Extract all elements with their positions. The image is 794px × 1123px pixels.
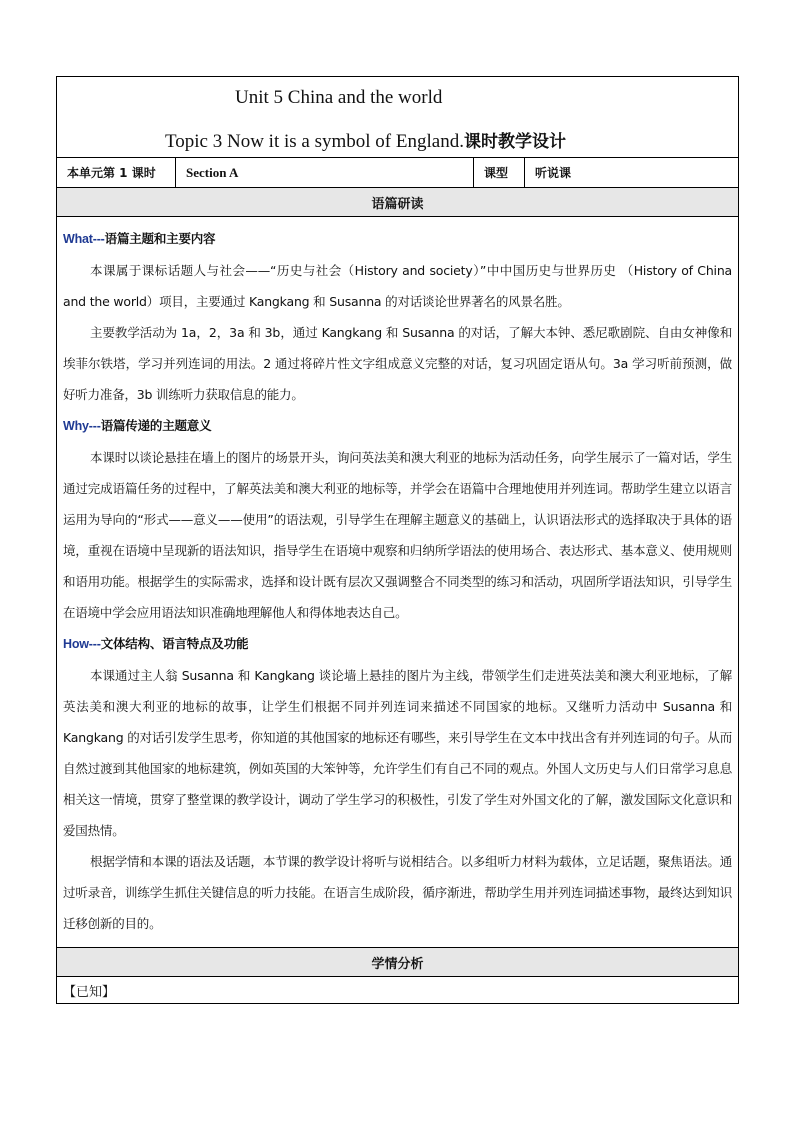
what-paragraph-1: 本课属于课标话题人与社会——“历史与社会（History and society）”中中国历史与世界历史 （History of China and the world）项目，主要通过 Kangkang 和 Susanna 的对话谈论世界著名的风景名胜。 — [63, 263, 732, 309]
how-paragraph-1: 本课通过主人翁 Susanna 和 Kangkang 谈论墙上悬挂的图片为主线，带领学生们走进英法美和澳大利亚地标，了解英法美和澳大利亚的地标的故事，让学生们根据不同并列连词来描述不同国家的地标。又继听力活动中 Susanna 和 Kangkang 的对话引发学生思考，你知道的其他国家的地标还有哪些，来引导学生在文本中找出含有并列连词的句子。从而自然过渡到其他国家的地标建筑，例如英国的大笨钟等，允许学生们有自己不同的观点。外国人文历史与人们日常学习息息相关这一情境，贯穿了整堂课的教学设计，调动了学生学习的积极性，引发了学生对外国文化的了解，激发国际文化意识和爱国热情。 — [63, 668, 732, 838]
lesson-type-label: 课型 — [474, 158, 525, 188]
why-heading — [63, 410, 732, 442]
why-heading-cn: 语篇传递的主题意义 — [100, 418, 212, 433]
why-paragraph-1: 本课时以谈论悬挂在墙上的图片的场景开头，询问英法美和澳大利亚的地标为活动任务，向学生展示了一篇对话，学生通过完成语篇任务的过程中，了解英法美和澳大利亚的地标等，并学会在语篇中合理地使用并列连词。帮助学生建立以语言运用为导向的“形式——意义——使用”的语法观，引导学生在理解主题意义的基础上，认识语法形式的选择取决于具体的语境，重视在语境中呈现新的语法知识，指导学生在语境中观察和归纳所学语法的使用场合、表达形式、基本意义、使用规则和语用功能。根据学生的实际需求，选择和设计既有层次又强调整合不同类型的练习和活动，巩固所学语法知识，引导学生在语境中学会应用语法知识准确地理解他人和得体地表达自己。 — [63, 450, 732, 620]
section-heading-student-analysis: 学情分析 — [57, 948, 739, 977]
how-heading — [63, 628, 732, 660]
what-heading-cn: 语篇主题和主要内容 — [104, 231, 216, 246]
topic-title — [165, 127, 566, 153]
topic-title-en: Topic 3 Now it is a symbol of England. — [165, 131, 464, 152]
lesson-number: 本单元第 1 课时 — [57, 158, 176, 188]
how-paragraph-2: 根据学情和本课的语法及话题，本节课的教学设计将听与说相结合。以多组听力材料为载体，立足话题，聚焦语法。通过听录音，训练学生抓住关键信息的听力技能。在语言生成阶段，循序渐进，帮助学生用并列连词描述事物，最终达到知识迁移创新的目的。 — [63, 854, 732, 931]
lesson-type-value: 听说课 — [525, 158, 739, 188]
what-paragraph-2: 主要教学活动为 1a，2，3a 和 3b，通过 Kangkang 和 Susanna 的对话，了解大本钟、悉尼歌剧院、自由女神像和埃菲尔铁塔，学习并列连词的用法。2 通过将碎片性文字组成意义完整的对话，复习巩固定语从句。3a 学习听前预测，做好听力准备，3b 训练听力获取信息的能力。 — [63, 325, 732, 402]
how-heading-en: How--- — [63, 637, 101, 651]
section-heading-text-study: 语篇研读 — [57, 188, 739, 217]
text-study-content — [57, 217, 739, 948]
lesson-plan-table — [56, 76, 739, 1004]
section-name: Section A — [176, 158, 474, 188]
title-cell — [57, 77, 739, 158]
why-heading-en: Why--- — [63, 419, 101, 433]
topic-title-cn: 课时教学设计 — [463, 132, 566, 152]
known-label: 【已知】 — [57, 977, 739, 1004]
what-heading — [63, 223, 732, 255]
what-heading-en: What--- — [63, 232, 105, 246]
how-heading-cn: 文体结构、语言特点及功能 — [100, 636, 249, 651]
unit-title: Unit 5 China and the world — [235, 87, 443, 108]
